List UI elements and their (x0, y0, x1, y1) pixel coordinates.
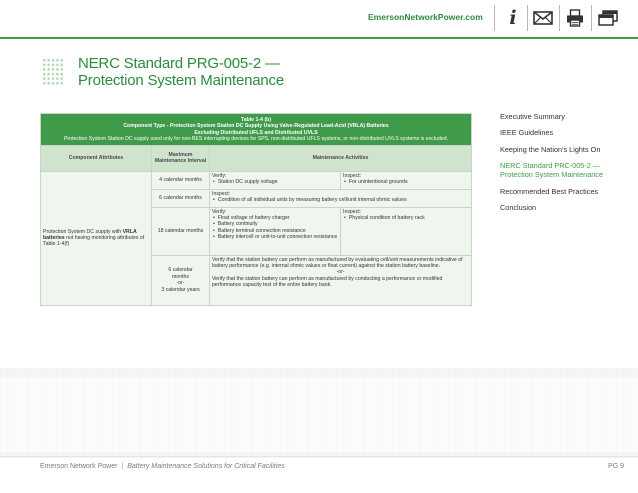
attribute-emphasis: VRLA batteries (43, 228, 137, 241)
activity-bullet: • For unintentional grounds (343, 179, 469, 185)
table-exclusion: Excluding Distributed UFLS and Distributed UVLS (194, 129, 318, 136)
mail-icon (533, 11, 553, 25)
component-attributes-cell: Protection System DC supply with VRLA batteries not having monitoring attributes of Table 1-4(f) (41, 171, 152, 305)
table-component-type: Component Type - Protection System Station DC Supply Using Valve-Regulated Lead-Acid (VRLA) Batteries (123, 123, 389, 130)
window-icon (598, 10, 618, 26)
table-number: Table 1-4 (b) (240, 117, 272, 123)
section-nav (500, 112, 612, 219)
activity-bullet: • Battery continuity (212, 221, 338, 227)
toolbar-divider (591, 5, 592, 31)
dot-grid-ornament (42, 58, 64, 86)
brand-link[interactable]: EmersonNetworkPower.com (368, 12, 483, 22)
info-icon: i (509, 7, 517, 29)
page-title (78, 55, 284, 89)
footer-divider: | (121, 463, 124, 470)
nav-item-nerc-standard[interactable]: NERC Standard PRC-005-2 — Protection System Maintenance (500, 160, 604, 180)
table-caption (41, 114, 472, 146)
nav-item-executive-summary[interactable]: Executive Summary (500, 112, 565, 121)
page-title-line1: NERC Standard PRG-005-2 — (78, 55, 280, 72)
footer-company: Emerson Network Power (40, 463, 118, 470)
activity-bullet: • Battery intercell or unit-to-unit connection resistance (212, 234, 338, 240)
interval-cell: 18 calendar months (152, 207, 210, 255)
interval-cell: 6 calendar months (152, 189, 210, 207)
interval-cell: 4 calendar months (152, 171, 210, 189)
top-bar (0, 0, 638, 36)
decorative-band-texture (0, 368, 638, 458)
footer-rule (0, 456, 638, 457)
print-button[interactable] (564, 8, 586, 28)
activity-bullet: • Station DC supply voltage (212, 179, 338, 185)
toolbar-divider (527, 5, 528, 31)
nav-item-conclusion[interactable]: Conclusion (500, 202, 537, 212)
footer (40, 463, 285, 470)
toolbar-divider (494, 5, 495, 31)
activity-cell: Verify: • Station DC supply voltage (210, 171, 341, 189)
column-header-attributes: Component Attributes (41, 145, 152, 171)
activity-cell: Inspect: • Physical condition of battery rack (341, 207, 472, 255)
interval-cell: 6 calendar months -or- 3 calendar years (152, 255, 210, 305)
nav-item-lights-on[interactable]: Keeping the Nation's Lights On (500, 144, 601, 154)
activity-cell: Inspect: • For unintentional grounds (341, 171, 472, 189)
column-header-interval: Maximum Maintenance Interval (152, 145, 210, 171)
activity-bullet: • Physical condition of battery rack (343, 215, 469, 221)
table-row (41, 171, 472, 189)
page-number: PG 9 (608, 463, 624, 470)
toolbar-divider (559, 5, 560, 31)
activity-bullet: • Battery terminal connection resistance (212, 228, 338, 234)
column-header-activities: Maintenance Activities (210, 145, 472, 171)
activity-cell: Verify: • Float voltage of battery charger • Battery continuity • Battery terminal connection resistance • Battery intercell or unit-to-unit connection resistance (210, 207, 341, 255)
page-title-line2: Protection System Maintenance (78, 72, 284, 89)
table-description: Protection System Station DC supply used only for non-BES interrupting devices for SPS, non-distributed UFLS systems, or non-distributed UVLS systems is excluded. (63, 136, 449, 143)
maintenance-table (40, 113, 471, 306)
activity-cell: Inspect: • Condition of all individual units by measuring battery cell/unit internal ohmic values (210, 189, 472, 207)
nav-item-best-practices[interactable]: Recommended Best Practices (500, 186, 599, 196)
print-icon (566, 9, 584, 27)
activity-bullet: • Float voltage of battery charger (212, 215, 338, 221)
activity-cell: Verify that the station battery can perform as manufactured by evaluating cell/unit measurements indicative of battery performance (e.g. internal ohmic values or float current) against the station battery baseline. -or- Verify that the station battery can perform as manufactured by conducting a performance or modified performance capacity test of the entire battery bank. (210, 255, 472, 305)
window-button[interactable] (597, 8, 619, 28)
footer-subtitle: Battery Maintenance Solutions for Critical Facilities (127, 463, 285, 470)
email-button[interactable] (532, 8, 554, 28)
nav-item-ieee-guidelines[interactable]: IEEE Guidelines (500, 128, 554, 138)
activity-bullet: • Condition of all individual units by measuring battery cell/unit internal ohmic values (212, 197, 469, 203)
info-button[interactable] (504, 8, 522, 28)
top-accent-rule (0, 37, 638, 39)
